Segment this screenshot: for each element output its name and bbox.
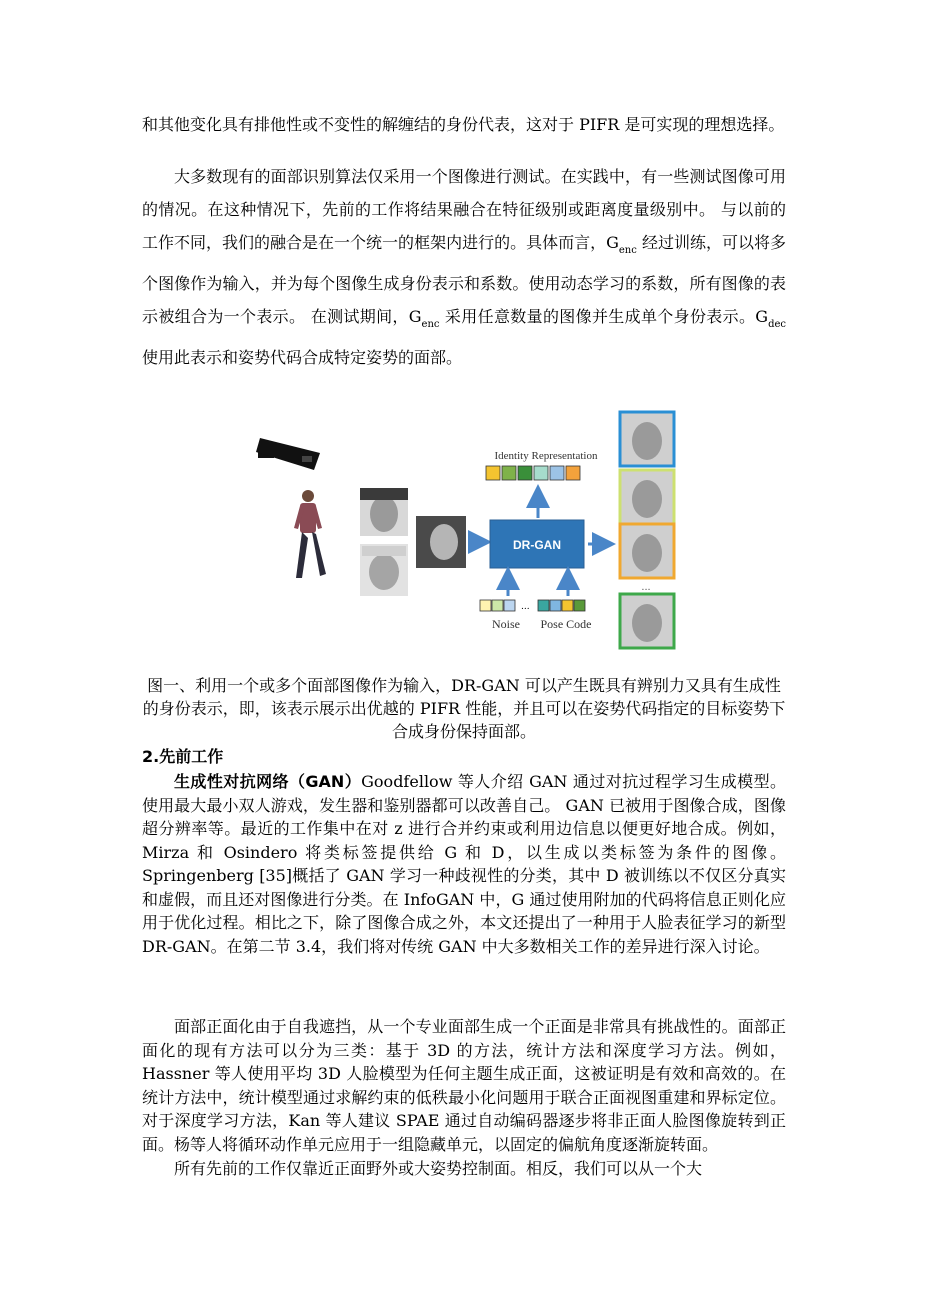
identity-cell: [550, 466, 564, 480]
paragraph-text: 大多数现有的面部识别算法仅采用一个图像进行测试。在实践中，有一些测试图像可用的情况。在这种情况下，先前的工作将结果融合在特征级别或距离度量级别中。 与以前的工作不同，我们的融合是在一个统一的框架内进行的。具体而言，: [142, 167, 786, 252]
paragraph-text: 所有先前的工作仅靠近正面野外或大姿势控制面。相反，我们可以从一个大: [174, 1159, 703, 1178]
paragraph-text: Goodfellow 等人介绍 GAN 通过对抗过程学习生成模型。使用最大最小双人游戏，发生器和鉴别器都可以改善自己。 GAN 已被用于图像合成，图像超分辨率等。最近的工作集中在对 z 进行合并约束或利用边信息以便更好地合成。例如，Mirza 和 Osindero 将类标签提供给 G 和 D，以生成以类标签为条件的图像。Springenberg [35]概括了 GAN 学习一种歧视性的分类，其中 D 被训练以不仅区分真实和虚假，而且还对图像进行分类。在 InfoGAN 中，G 通过使用附加的代码将信息正则化应用于优化过程。相比之下，除了图像合成之外，本文还提出了一种用于人脸表征学习的新型 DR-GAN。在第二节 3.4，我们将对传统 GAN 中大多数相关工作的差异进行深入讨论。: [142, 772, 786, 956]
math-symbol: G: [408, 307, 422, 326]
face-shape: [632, 422, 662, 460]
math-subscript: enc: [618, 245, 637, 256]
math-symbol: G: [755, 307, 769, 326]
output-face-image: [620, 524, 674, 578]
identity-cell: [486, 466, 500, 480]
face-shape: [632, 534, 662, 572]
paragraph-text: 采用任意数量的图像并生成单个身份表示。: [439, 307, 756, 326]
noise-cell: [480, 600, 491, 611]
pose-cell: [538, 600, 549, 611]
paragraph-text: 面部正面化由于自我遮挡，从一个专业面部生成一个正面是非常具有挑战性的。面部正面化的现有方法可以分为三类：基于 3D 的方法，统计方法和深度学习方法。例如，Hassner 等人使用平均 3D 人脸模型为任何主题生成正面，这被证明是有效和高效的。在统计方法中，统计模型通过求解约束的低秩最小化问题用于联合正面视图重建和界标定位。对于深度学习方法，Kan 等人建议 SPAE 通过自动编码器逐步将非正面人脸图像旋转到正面。杨等人将循环动作单元应用于一组隐藏单元，以固定的偏航角度逐渐旋转面。: [142, 1017, 786, 1154]
identity-cell: [518, 466, 532, 480]
paragraph-last: [142, 1157, 786, 1181]
dr-gan-block: [490, 520, 584, 568]
noise-dots: ...: [521, 602, 530, 612]
paragraph-frontalization: [142, 1015, 786, 1156]
noise-cell: [504, 600, 515, 611]
pose-cell: [574, 600, 585, 611]
section-heading: 2.先前工作: [142, 747, 224, 766]
pose-code-label: Pose Code: [540, 617, 592, 631]
noise-label: Noise: [492, 617, 520, 631]
term-gan: 生成性对抗网络（GAN）: [174, 772, 362, 791]
dr-gan-label: DR-GAN: [513, 538, 561, 552]
math-symbol: G: [606, 233, 619, 252]
walking-person-image: [294, 490, 326, 578]
figure-caption: 图一、利用一个或多个面部图像作为输入，DR-GAN 可以产生既具有辨别力又具有生成性的身份表示，即，该表示展示出优越的 PIFR 性能，并且可以在姿势代码指定的目标姿势下合成身份保持面部。: [142, 676, 786, 741]
input-face-image: [360, 544, 408, 596]
paragraph-text: 经过训练，可以将多个图像作为输入，并为每个图像生成身份表示和系数。使用动态学习的系数，所有图像的表示被组合为一个表示。 在测试期间，: [142, 233, 786, 326]
pose-cell: [562, 600, 573, 611]
math-subscript: dec: [768, 319, 786, 330]
output-faces: [620, 412, 674, 648]
pose-cell: [550, 600, 561, 611]
input-face-image: [360, 488, 408, 536]
output-face-image: [620, 412, 674, 466]
paragraph-text: 和其他变化具有排他性或不变性的解缠结的身份代表，这对于 PIFR 是可实现的理想选择。: [142, 115, 785, 134]
face-shape: [632, 604, 662, 642]
identity-representation-label: Identity Representation: [494, 450, 598, 462]
face-shape: [632, 480, 662, 518]
identity-cell: [502, 466, 516, 480]
pose-code-vector: [538, 600, 585, 611]
output-face-image: [620, 470, 674, 524]
input-face-image: [416, 516, 466, 568]
output-face-image: [620, 594, 674, 648]
math-subscript: enc: [421, 319, 440, 330]
identity-cell: [534, 466, 548, 480]
identity-representation-vector: [486, 466, 580, 480]
noise-cell: [492, 600, 503, 611]
paragraph-text: 使用此表示和姿势代码合成特定姿势的面部。: [142, 348, 463, 367]
noise-vector: [480, 600, 530, 612]
paragraph-continued: [142, 113, 786, 137]
security-camera-icon: [256, 438, 320, 470]
output-ellipsis: ...: [641, 581, 651, 593]
dr-gan-figure: [250, 408, 680, 656]
paragraph-fusion: [142, 160, 786, 374]
paragraph-gan: [142, 770, 786, 958]
identity-cell: [566, 466, 580, 480]
